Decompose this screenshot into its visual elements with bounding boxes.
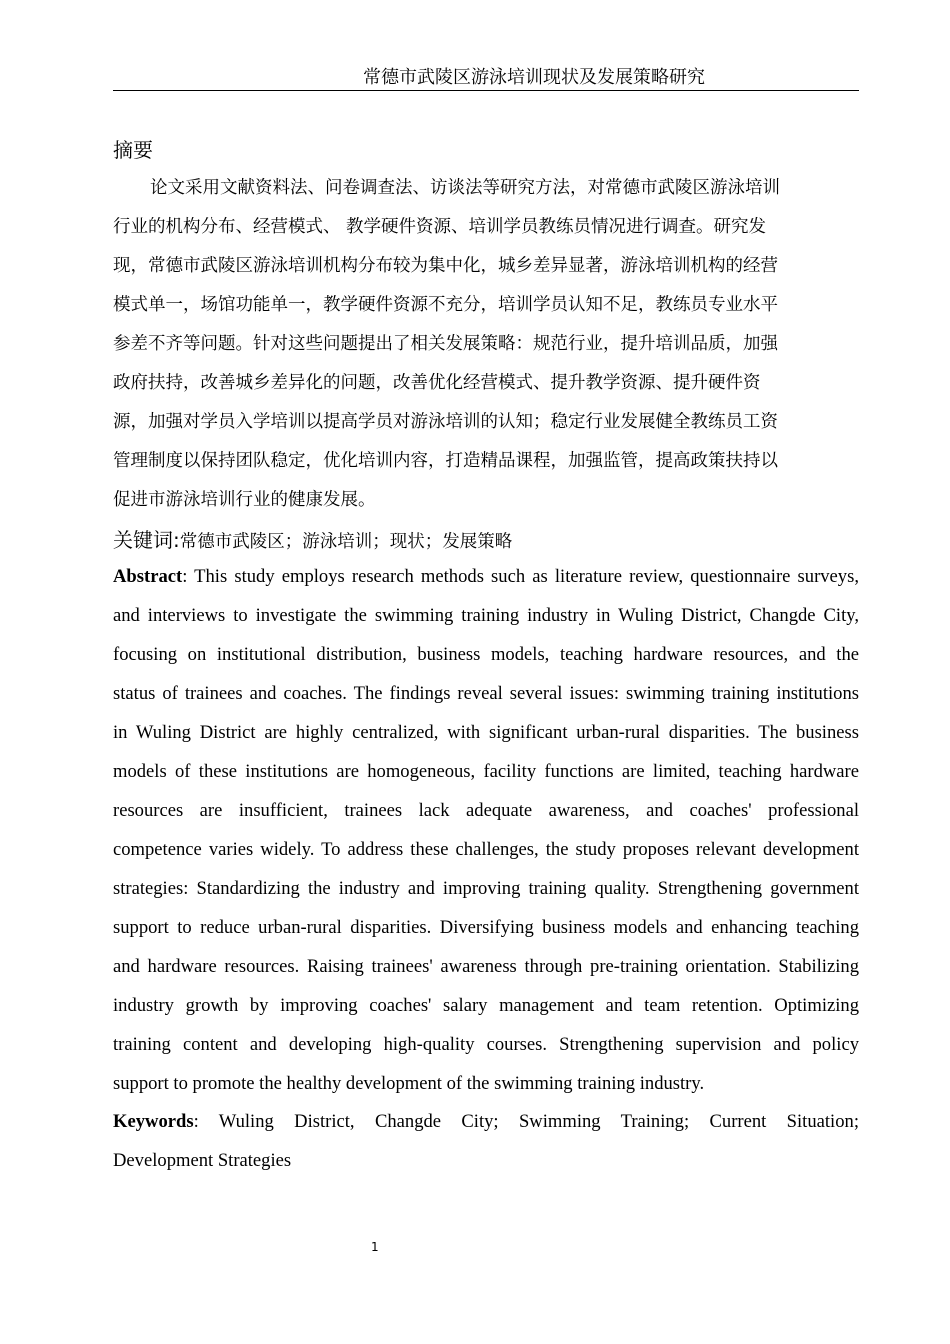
abstract-en-line: support to reduce urban-rural disparities. Diversifying business models and enhancing teaching — [113, 917, 859, 938]
abstract-cn-line: 论文采用文献资料法、问卷调查法、访谈法等研究方法，对常德市武陵区游泳培训 — [150, 178, 780, 198]
abstract-en-text: : This study employs research methods such as literature review, questionnaire surveys, — [182, 566, 859, 587]
abstract-en-line: strategies: Standardizing the industry and improving training quality. Strengthening government — [113, 878, 859, 899]
keywords-cn-value: 常德市武陵区；游泳培训；现状；发展策略 — [179, 532, 513, 552]
abstract-cn-line: 行业的机构分布、经营模式、 教学硬件资源、培训学员教练员情况进行调查。研究发 — [113, 217, 767, 237]
abstract-en-line: industry growth by improving coaches' salary management and team retention. Optimizing — [113, 995, 859, 1016]
abstract-en-label: Abstract — [113, 566, 183, 587]
keywords-en-continued: Development Strategies — [113, 1150, 292, 1171]
abstract-en-line: support to promote the healthy development of the swimming training industry. — [113, 1073, 705, 1094]
abstract-cn-line: 模式单一，场馆功能单一，教学硬件资源不充分，培训学员认知不足，教练员专业水平 — [113, 295, 778, 315]
abstract-en-line — [113, 566, 859, 605]
keywords-en-label: Keywords — [113, 1111, 194, 1132]
abstract-cn-line: 现，常德市武陵区游泳培训机构分布较为集中化，城乡差异显著，游泳培训机构的经营 — [113, 256, 778, 276]
abstract-cn-line: 源，加强对学员入学培训以提高学员对游泳培训的认知；稳定行业发展健全教练员工资 — [113, 412, 778, 432]
running-header — [113, 66, 859, 91]
abstract-en-line: training content and developing high-quality courses. Strengthening supervision and policy — [113, 1034, 859, 1055]
keywords-en-value: : Wuling District, Changde City; Swimming Training; Current Situation; — [193, 1111, 859, 1132]
abstract-en-line: models of these institutions are homogeneous, facility functions are limited, teaching hardware — [113, 761, 859, 782]
running-header-title: 常德市武陵区游泳培训现状及发展策略研究 — [363, 67, 705, 88]
page-number: 1 — [371, 1240, 379, 1254]
abstract-en-line: competence varies widely. To address these challenges, the study proposes relevant development — [113, 839, 859, 860]
abstract-en-line: and hardware resources. Raising trainees' awareness through pre-training orientation. Stabilizing — [113, 956, 859, 977]
abstract-en-line: focusing on institutional distribution, business models, teaching hardware resources, and the — [113, 644, 859, 665]
abstract-en-line: status of trainees and coaches. The findings reveal several issues: swimming training institutions — [113, 683, 859, 704]
abstract-en-line: in Wuling District are highly centralized, with significant urban-rural disparities. The business — [113, 722, 859, 743]
keywords-en — [113, 1111, 859, 1150]
abstract-en-line: resources are insufficient, trainees lack adequate awareness, and coaches' professional — [113, 800, 859, 821]
abstract-en-line: and interviews to investigate the swimming training industry in Wuling District, Changde City, — [113, 605, 859, 626]
abstract-cn-heading: 摘要 — [113, 138, 153, 162]
keywords-cn — [113, 525, 512, 557]
abstract-cn-line: 政府扶持，改善城乡差异化的问题，改善优化经营模式、提升教学资源、提升硬件资 — [113, 373, 761, 393]
abstract-cn-line: 促进市游泳培训行业的健康发展。 — [113, 490, 376, 510]
abstract-cn-line: 管理制度以保持团队稳定，优化培训内容，打造精品课程，加强监管，提高政策扶持以 — [113, 451, 778, 471]
abstract-cn-line: 参差不齐等问题。针对这些问题提出了相关发展策略：规范行业，提升培训品质，加强 — [113, 334, 778, 354]
keywords-cn-label: 关键词: — [113, 528, 180, 552]
